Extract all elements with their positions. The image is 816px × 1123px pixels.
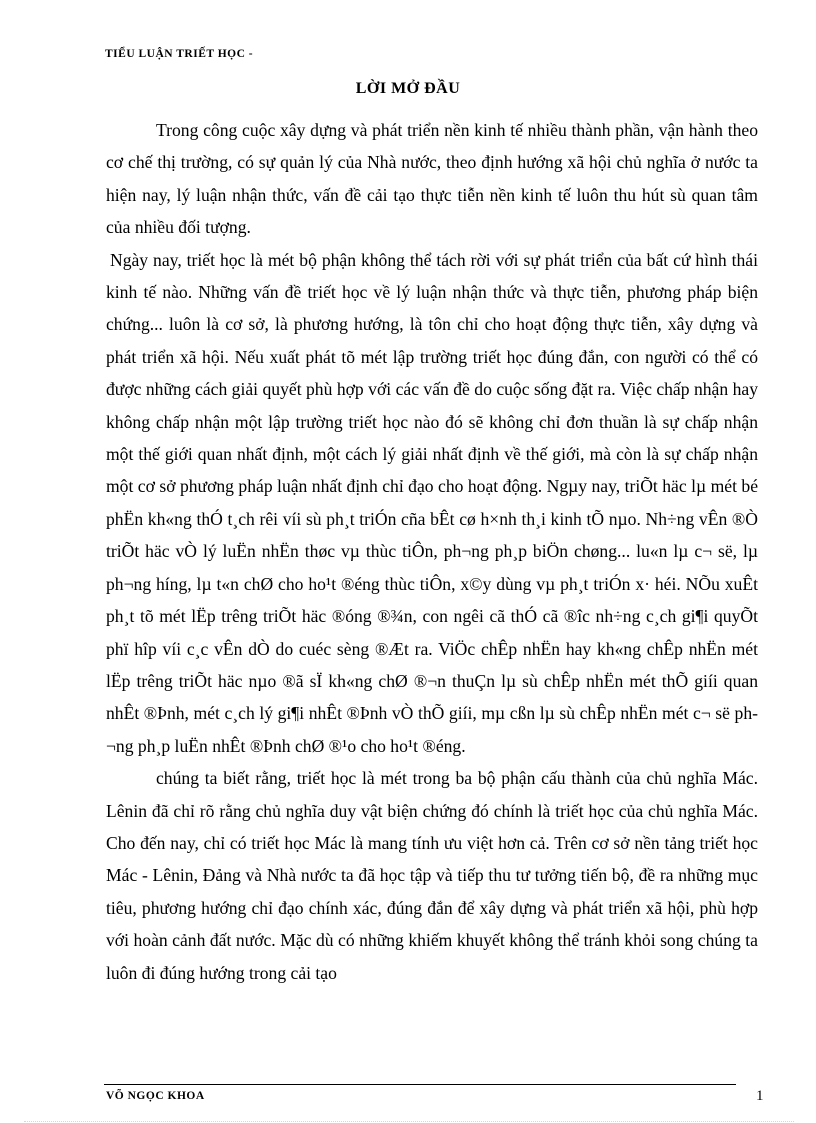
paragraph-marxism: chúng ta biết rằng, triết học là mét trong ba bộ phận cấu thành của chủ nghĩa Mác. Lênin đã chỉ rõ rằng chủ nghĩa duy vật biện chứng đó chính là triết học của chủ nghĩa Mác. Cho đến nay, chỉ có triết học Mác là mang tính ưu việt hơn cả. Trên cơ sở nền tảng triết học Mác - Lênin, Đảng và Nhà nước ta đã học tập và tiếp thu tư tưởng tiến bộ, đề ra những mục tiêu, phương hướng chỉ đạo chính xác, đúng đắn để xây dựng và phát triển xã hội, phù hợp với hoàn cảnh đất nước. Mặc dù có những khiếm khuyết không thể tránh khỏi song chúng ta luôn đi đúng hướng trong cải tạo xyxy=(106,768,758,983)
body-text xyxy=(106,114,758,989)
running-header: TIỂU LUẬN TRIẾT HỌC - xyxy=(105,48,254,60)
page-title: LỜI MỞ ĐẦU xyxy=(355,80,461,97)
page-number: 1 xyxy=(756,1088,764,1104)
page-edge-divider xyxy=(24,1121,794,1122)
paragraph-intro: Trong công cuộc xây dựng và phát triển nền kinh tế nhiều thành phần, vận hành theo cơ chế thị trường, có sự quản lý của Nhà nước, theo định hướng xã hội chủ nghĩa ở nước ta hiện nay, lý luận nhận thức, vấn đề cải tạo thực tiễn nền kinh tế luôn thu hút sù quan tâm của nhiều đối tượng. xyxy=(106,120,758,238)
paragraph-philosophy: Ngày nay, triết học là mét bộ phận không thể tách rời với sự phát triển của bất cứ hình thái kinh tế nào. Những vấn đề triết học về lý luận nhận thức và thực tiễn, phương pháp biện chứng... luôn là cơ sở, là phương hướng, là tôn chỉ cho hoạt động thực tiễn, xây dựng và phát triển xã hội. Nếu xuất phát tõ mét lập trường triết học đúng đắn, con người có thể có được những cách giải quyết phù hợp với các vấn đề do cuộc sống đặt ra. Việc chấp nhận hay không chấp nhận một lập trường triết học nào đó sẽ không chỉ đơn thuần là sự chấp nhận một thế giới quan nhất định, một cách lý giải nhất định về thế giới, mà còn là sự chấp nhận một cơ sở phương pháp luận nhất định chỉ đạo cho hoạt động. Ngµy nay, triÕt häc lµ mét bé phËn kh«ng thÓ t¸ch rêi víi sù ph¸t triÓn cña bÊt cø h×nh th¸i kinh tÕ nµo. Nh÷ng vÊn ®Ò triÕt häc vÒ lý luËn nhËn thøc vµ thùc tiÔn, ph¬ng ph¸p biÖn chøng... lu«n lµ c¬ së, lµ ph¬ng híng, lµ t«n chØ cho ho¹t ®éng thùc tiÔn, x©y dùng vµ ph¸t triÓn x· héi. NÕu xuÊt ph¸t tõ mét lËp trêng triÕt häc ®óng ®¾n, con ngêi cã thÓ cã ®îc nh÷ng c¸ch gi¶i quyÕt phï hîp víi c¸c vÊn dÒ do cuéc sèng ®Æt ra. ViÖc chÊp nhËn hay kh«ng chÊp nhËn mét lËp trêng triÕt häc nµo ®ã sÏ kh«ng chØ ®¬n thuÇn lµ sù chÊp nhËn mét thÕ giíi quan nhÊt ®Þnh, mét c¸ch lý gi¶i nhÊt ®Þnh vÒ thÕ giíi, mµ cßn lµ sù chÊp nhËn mét c¬ së ph¬ng ph¸p luËn nhÊt ®Þnh chØ ®¹o cho ho¹t ®éng. xyxy=(106,249,758,756)
footer-divider xyxy=(104,1084,736,1085)
footer-author: VÕ NGỌC KHOA xyxy=(106,1090,205,1102)
